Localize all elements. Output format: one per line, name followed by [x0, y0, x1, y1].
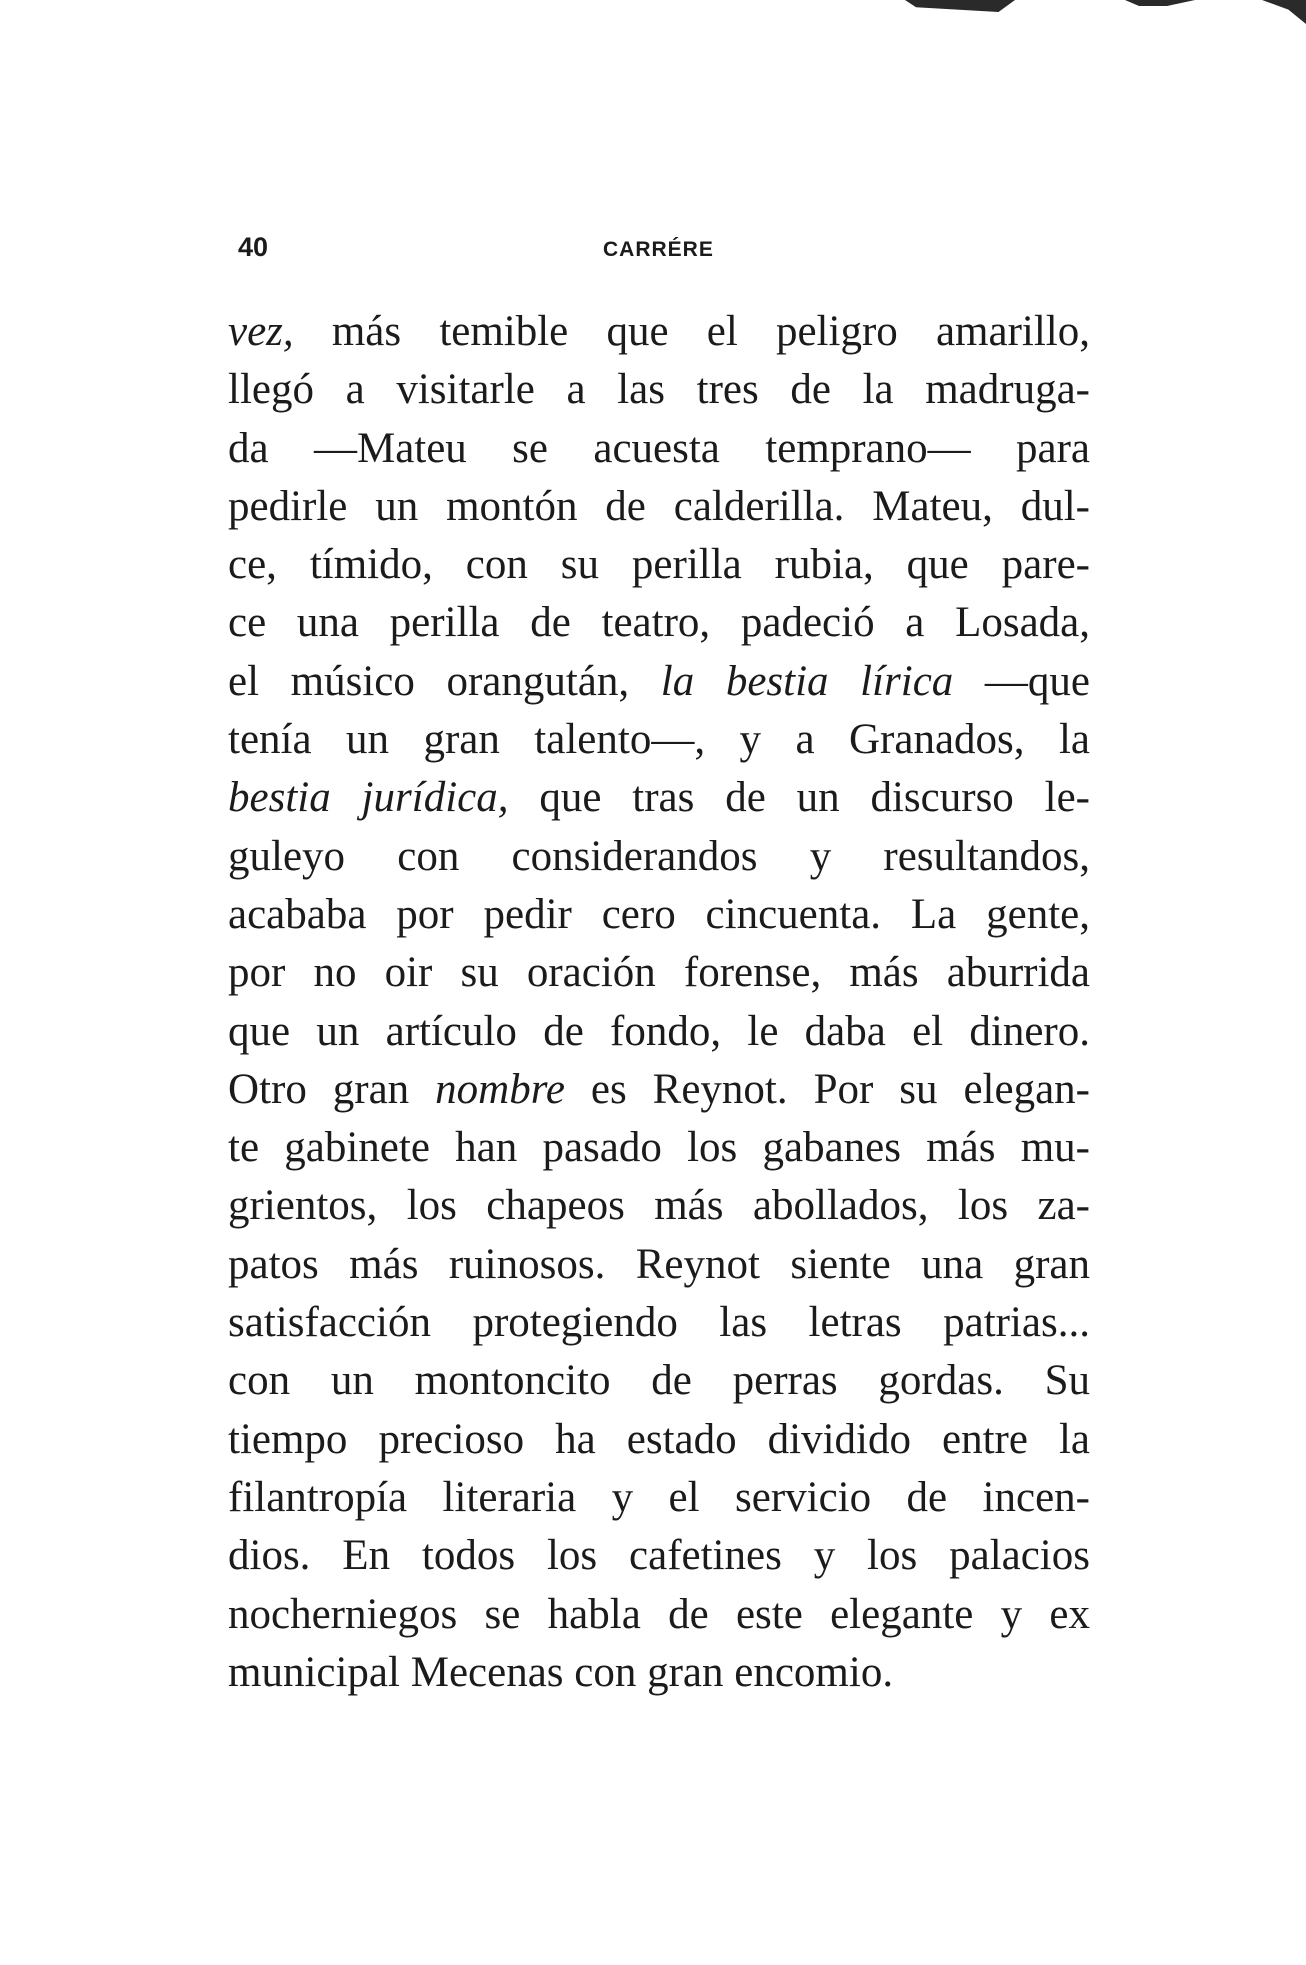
text-segment: por no oir su oración forense, más aburrida — [228, 949, 1090, 997]
text-line — [228, 711, 1090, 769]
text-segment: pedirle un montón de calderilla. Mateu, dul- — [228, 482, 1090, 530]
text-line — [228, 653, 1090, 711]
text-segment: es Reynot. Por su elegan- — [564, 1065, 1090, 1113]
italic-text: nombre — [435, 1065, 565, 1113]
body-text — [228, 303, 1090, 1702]
italic-text: bestia jurídica, — [228, 774, 509, 822]
running-head — [238, 232, 1098, 272]
text-line — [228, 1003, 1090, 1061]
text-line — [228, 769, 1090, 827]
text-line — [228, 303, 1090, 361]
text-line — [228, 1644, 1090, 1702]
text-line — [228, 1236, 1090, 1294]
text-line — [228, 1294, 1090, 1352]
text-segment: tenía un gran talento—, y a Granados, la — [228, 716, 1090, 764]
text-segment: —que — [953, 657, 1091, 705]
text-line — [228, 1469, 1090, 1527]
text-segment: más temible que el peligro amarillo, — [293, 308, 1090, 355]
text-segment: llegó a visitarle a las tres de la madruga- — [228, 366, 1090, 414]
italic-text: la bestia lírica — [660, 657, 954, 705]
text-line — [228, 536, 1090, 594]
scan-artifact — [1262, 0, 1306, 24]
text-line — [228, 1527, 1090, 1585]
text-segment: guleyo con considerandos y resultandos, — [228, 832, 1090, 880]
text-segment: el músico orangután, — [228, 657, 661, 705]
text-segment: con un montoncito de perras gordas. Su — [228, 1357, 1090, 1405]
text-line — [228, 1586, 1090, 1644]
text-segment: que tras de un discurso le- — [508, 774, 1091, 822]
text-segment: municipal Mecenas con gran encomio. — [228, 1648, 894, 1696]
text-segment: satisfacción protegiendo las letras patrias... — [228, 1299, 1090, 1347]
page-number: 40 — [238, 232, 269, 262]
text-line — [228, 1061, 1090, 1119]
text-line — [228, 828, 1090, 886]
running-title: CARRÉRE — [603, 238, 714, 261]
text-segment: grientos, los chapeos más abollados, los za- — [228, 1182, 1090, 1230]
text-line — [228, 1177, 1090, 1235]
text-segment: que un artículo de fondo, le daba el dinero. — [228, 1007, 1090, 1055]
text-line — [228, 361, 1090, 419]
text-segment: filantropía literaria y el servicio de incen- — [228, 1473, 1090, 1521]
text-line — [228, 420, 1090, 478]
text-line — [228, 1352, 1090, 1410]
text-line — [228, 1411, 1090, 1469]
text-line — [228, 944, 1090, 1002]
text-line — [228, 594, 1090, 652]
text-segment: ce una perilla de teatro, padeció a Losada, — [228, 599, 1090, 647]
text-line — [228, 1119, 1090, 1177]
italic-text: vez, — [228, 308, 294, 355]
text-line — [228, 886, 1090, 944]
text-segment: Otro gran — [228, 1065, 436, 1113]
text-segment: acababa por pedir cero cincuenta. La gente, — [228, 890, 1090, 938]
text-segment: ce, tímido, con su perilla rubia, que pare- — [228, 541, 1090, 589]
scan-artifact — [905, 0, 1015, 12]
text-segment: patos más ruinosos. Reynot siente una gran — [228, 1240, 1090, 1288]
text-segment: dios. En todos los cafetines y los palacios — [228, 1532, 1090, 1580]
text-segment: nocherniegos se habla de este elegante y ex — [228, 1590, 1090, 1638]
text-segment: te gabinete han pasado los gabanes más mu- — [228, 1124, 1090, 1172]
text-segment: tiempo precioso ha estado dividido entre la — [228, 1415, 1090, 1463]
text-line — [228, 478, 1090, 536]
scan-artifact — [1125, 0, 1195, 6]
text-segment: da —Mateu se acuesta temprano— para — [228, 424, 1090, 472]
